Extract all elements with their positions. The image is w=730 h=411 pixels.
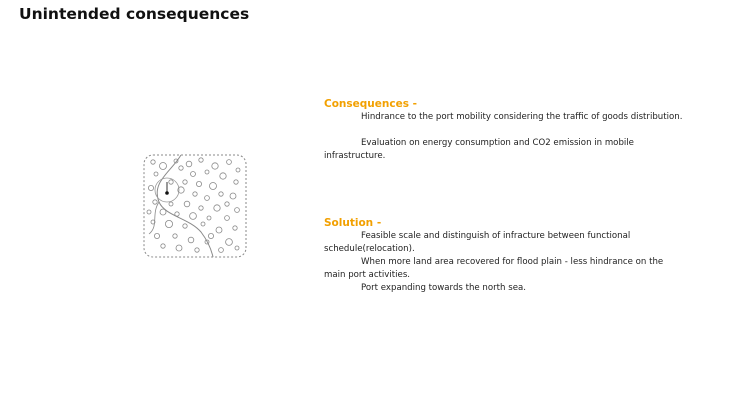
- building-dot: [201, 222, 205, 226]
- solution-item-1: Feasible scale and distinguish of infracture between functional schedule(relocation).: [324, 231, 631, 254]
- building-dot: [199, 206, 203, 210]
- building-dot: [148, 185, 153, 190]
- building-dot: [153, 200, 157, 204]
- building-dot: [210, 183, 217, 190]
- building-dot: [225, 216, 230, 221]
- page-title: Unintended consequences: [19, 5, 250, 23]
- building-dot: [227, 160, 232, 165]
- building-dot: [219, 192, 223, 196]
- building-dot: [208, 233, 213, 238]
- consequence-item-2: Evaluation on energy consumption and CO2 emission in mobile infrastructure.: [324, 138, 634, 161]
- building-dot: [212, 163, 218, 169]
- consequences-section: [324, 98, 684, 163]
- building-dot: [169, 180, 173, 184]
- solution-section: [324, 217, 684, 295]
- building-dot: [196, 181, 201, 186]
- building-dot: [188, 237, 194, 243]
- building-dot: [184, 201, 190, 207]
- building-dot: [235, 246, 239, 250]
- building-dot: [183, 180, 187, 184]
- branch-line: [149, 202, 159, 234]
- building-dot: [236, 168, 240, 172]
- solution-item-2: When more land area recovered for flood plain - less hindrance on the main port activities.: [324, 257, 664, 280]
- building-dot: [234, 180, 238, 184]
- building-dot: [165, 220, 172, 227]
- building-dot: [176, 245, 182, 251]
- building-dot: [151, 160, 155, 164]
- solution-heading: Solution -: [324, 217, 382, 229]
- site-diagram: [141, 152, 249, 260]
- building-dot: [216, 227, 222, 233]
- building-dot: [214, 205, 220, 211]
- building-dot: [230, 193, 236, 199]
- building-dot: [207, 216, 211, 220]
- building-dot: [220, 173, 226, 179]
- building-dot: [169, 202, 173, 206]
- building-dot: [175, 212, 179, 216]
- site-boundary: [144, 155, 246, 257]
- building-dot: [205, 196, 210, 201]
- building-dot: [199, 158, 203, 162]
- building-dot: [154, 172, 158, 176]
- building-dot: [186, 161, 192, 167]
- building-dot: [179, 166, 183, 170]
- building-dot: [235, 208, 240, 213]
- building-dot: [154, 233, 159, 238]
- building-dot: [193, 192, 197, 196]
- consequences-heading: Consequences -: [324, 98, 417, 110]
- building-dot: [225, 202, 229, 206]
- building-dot: [233, 226, 237, 230]
- building-dot: [191, 172, 196, 177]
- building-dot: [160, 163, 167, 170]
- building-dot: [160, 209, 166, 215]
- building-dot: [183, 224, 187, 228]
- solution-item-3: Port expanding towards the north sea.: [361, 283, 526, 293]
- building-dot: [161, 244, 165, 248]
- consequence-item-1: Hindrance to the port mobility considering the traffic of goods distribution.: [361, 112, 683, 122]
- building-dot: [226, 239, 233, 246]
- building-dot: [205, 170, 209, 174]
- building-dot: [147, 210, 151, 214]
- building-dot: [173, 234, 177, 238]
- building-dot: [195, 248, 199, 252]
- building-dot: [219, 248, 224, 253]
- building-dot: [190, 213, 197, 220]
- site-diagram-svg: [141, 152, 249, 260]
- focus-point: [165, 191, 169, 195]
